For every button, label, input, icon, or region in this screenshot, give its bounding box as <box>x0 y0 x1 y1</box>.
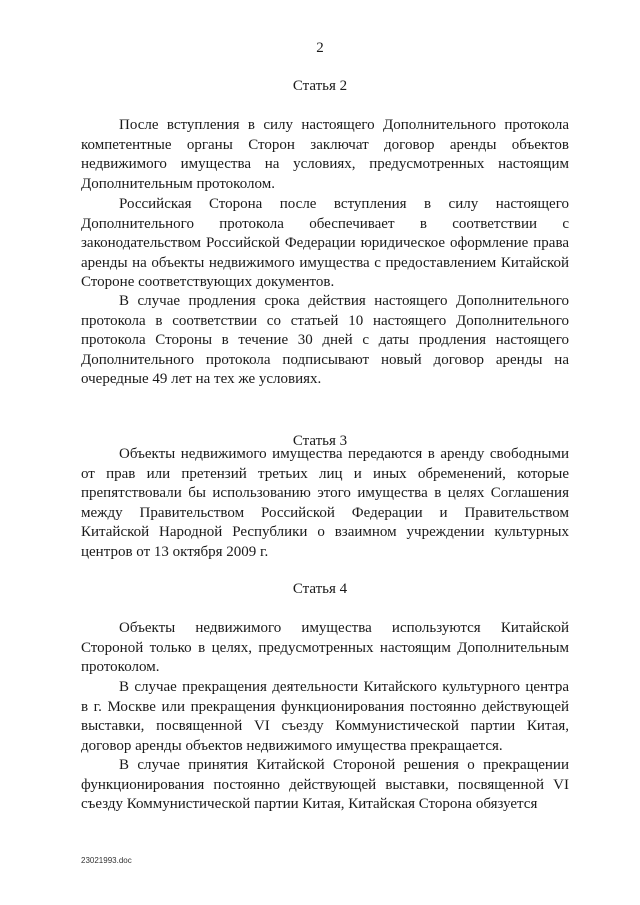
article-4-paragraph-1: Объекты недвижимого имущества используются Китайской Стороной только в целях, предусмотренных настоящим Дополнительным протоколом. <box>81 620 569 676</box>
page-number: 2 <box>316 40 324 56</box>
article-4-paragraph-2: В случае прекращения деятельности Китайского культурного центра в г. Москве или прекращения функционирования постоянно действующей выставки, посвященной VI съезду Коммунистической партии Китая, договор аренды объектов недвижимого имущества прекращается. <box>81 679 569 754</box>
article-2-paragraph-3: В случае продления срока действия настоящего Дополнительного протокола в соответствии со статьей 10 настоящего Дополнительного протокола Стороны в течение 30 дней с даты продления настоящего Дополнительного протокола подписывают новый договор аренды на очередные 49 лет на тех же условиях. <box>81 293 569 388</box>
article-3-paragraph-1: Объекты недвижимого имущества передаются в аренду свободными от прав или претензий третьих лиц и иных обременений, которые препятствовали бы использованию этого имущества в целях Соглашения между Правительством Российской Федерации и Правительством Китайской Народной Республики о взаимном учреждении культурных центров от 13 октября 2009 г. <box>81 446 569 560</box>
article-3-heading: Статья 3 <box>292 433 348 449</box>
article-2-paragraph-1: После вступления в силу настоящего Дополнительного протокола компетентные органы Сторон заключат договор аренды объектов недвижимого имущества на условиях, предусмотренных настоящим Дополнительным протоколом. <box>81 117 569 192</box>
document-file-code: 23021993.doc <box>81 856 132 865</box>
article-2-heading: Статья 2 <box>292 78 348 94</box>
article-2-paragraph-2: Российская Сторона после вступления в силу настоящего Дополнительного протокола обеспечивает в соответствии с законодательством Российской Федерации юридическое оформление права аренды на объекты недвижимого имущества с предоставлением Китайской Стороне соответствующих документов. <box>81 196 569 291</box>
article-4-heading: Статья 4 <box>292 581 348 597</box>
article-4-paragraph-3: В случае принятия Китайской Стороной решения о прекращении функционирования постоянно действующей выставки, посвященной VI съезду Коммунистической партии Китая, Китайская Сторона обязуется <box>81 757 569 813</box>
